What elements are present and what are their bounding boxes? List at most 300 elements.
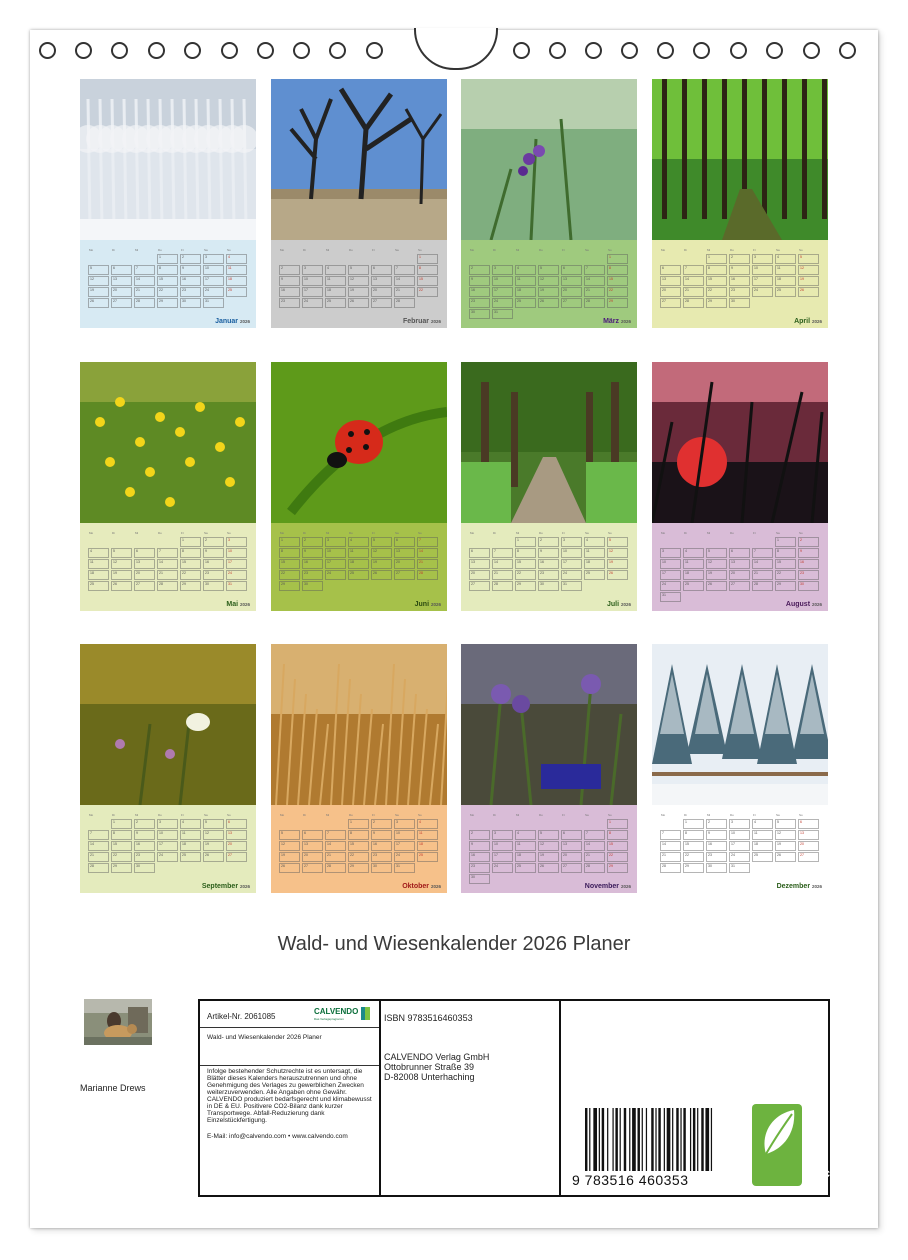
day-cell: 23: [798, 570, 819, 580]
day-cell: 25: [683, 581, 704, 591]
day-cell: 28: [584, 863, 605, 873]
day-cell: 12: [348, 276, 369, 286]
binding-ring: [221, 42, 238, 59]
weekday-label: Mi: [326, 531, 330, 535]
ladybug-on-leaf-photo: [271, 362, 447, 523]
day-cell: 2: [279, 265, 300, 275]
weekday-label: Do: [349, 531, 353, 535]
day-cell: 12: [88, 276, 109, 286]
month-tile: [271, 79, 447, 328]
day-cell: 27: [111, 298, 132, 308]
day-cell: 8: [515, 548, 536, 558]
weekday-label: Mo: [661, 813, 666, 817]
day-cell: 25: [584, 570, 605, 580]
day-cell: 29: [607, 863, 628, 873]
day-cell: 22: [417, 287, 438, 297]
day-cell: 18: [88, 570, 109, 580]
day-cell: 3: [394, 819, 415, 829]
day-cell: 14: [157, 559, 178, 569]
legal-notice: Infolge bestehender Schutzrechte ist es untersagt, die Blätter dieses Kalenders herauszutrennen und ohne Genehmigung des Verlages zu gewerblichen Zwecken weiterzuverwenden. Alle Angaben ohne Gewähr. CALVENDO produziert bedarfsgerecht und klimabewusst in DE & EU. Positivere CO2-Bilanz dank kurzer Transportwege. Abfall-Reduzierung dank Einzelstückfertigung.: [207, 1068, 372, 1124]
day-cell: 18: [752, 841, 773, 851]
day-cell: 29: [706, 298, 727, 308]
day-cell: 27: [371, 298, 392, 308]
day-cell: 18: [515, 852, 536, 862]
publisher-city: D-82008 Unterhaching: [384, 1072, 475, 1082]
weekday-label: Fr: [372, 248, 375, 252]
day-cell: 24: [226, 570, 247, 580]
day-cell: 29: [607, 298, 628, 308]
day-cell: 13: [111, 276, 132, 286]
day-cell: 12: [371, 548, 392, 558]
day-cell: 21: [660, 852, 681, 862]
day-cell: 1: [683, 819, 704, 829]
day-cell: 9: [729, 265, 750, 275]
yellow-buttercup-meadow-photo: [80, 362, 256, 523]
day-cell: 9: [134, 830, 155, 840]
month-tile: [652, 644, 828, 893]
day-cell: 27: [561, 863, 582, 873]
weekday-label: So: [608, 813, 612, 817]
day-cell: 11: [775, 265, 796, 275]
day-cell: 24: [325, 570, 346, 580]
day-cell: 10: [752, 265, 773, 275]
day-cell: 13: [798, 830, 819, 840]
day-cell: 30: [203, 581, 224, 591]
day-cell: 9: [706, 830, 727, 840]
day-cell: 16: [203, 559, 224, 569]
day-cell: 30: [469, 874, 490, 884]
day-cell: 5: [706, 548, 727, 558]
day-cell: 22: [706, 287, 727, 297]
day-cell: 27: [561, 298, 582, 308]
day-cell: 29: [111, 863, 132, 873]
month-tile: [652, 362, 828, 611]
day-cell: 8: [157, 265, 178, 275]
day-cell: 18: [417, 841, 438, 851]
month-calendar-grid: [80, 805, 256, 893]
weekday-label: Fr: [181, 248, 184, 252]
weekday-label: Di: [684, 531, 687, 535]
day-cell: 9: [279, 276, 300, 286]
day-cell: 25: [348, 570, 369, 580]
day-cell: 15: [279, 559, 300, 569]
month-name: November 2026: [584, 883, 631, 890]
weekday-label: So: [608, 248, 612, 252]
day-cell: 5: [371, 537, 392, 547]
month-calendar-grid: [80, 240, 256, 328]
day-cell: 3: [157, 819, 178, 829]
day-cell: 1: [157, 254, 178, 264]
day-cell: 28: [683, 298, 704, 308]
day-cell: 11: [88, 559, 109, 569]
weekday-label: So: [418, 813, 422, 817]
month-calendar-grid: [271, 523, 447, 611]
day-cell: 5: [798, 254, 819, 264]
day-cell: 8: [775, 548, 796, 558]
day-cell: 14: [134, 276, 155, 286]
day-cell: 24: [492, 298, 513, 308]
day-cell: 23: [729, 287, 750, 297]
day-cell: 19: [88, 287, 109, 297]
day-cell: 17: [302, 287, 323, 297]
day-cell: 23: [469, 298, 490, 308]
day-cell: 20: [561, 287, 582, 297]
day-cell: 11: [515, 276, 536, 286]
weekday-label: Sa: [776, 248, 780, 252]
day-cell: 4: [180, 819, 201, 829]
day-cell: 28: [492, 581, 513, 591]
day-cell: 25: [325, 298, 346, 308]
day-cell: 10: [729, 830, 750, 840]
weekday-label: Fr: [753, 531, 756, 535]
binding-ring: [329, 42, 346, 59]
day-cell: 17: [226, 559, 247, 569]
day-cell: 19: [371, 559, 392, 569]
weekday-label: Sa: [585, 531, 589, 535]
day-cell: 26: [88, 298, 109, 308]
day-cell: 26: [607, 570, 628, 580]
month-tile: [271, 362, 447, 611]
day-cell: 6: [798, 819, 819, 829]
day-cell: 10: [394, 830, 415, 840]
day-cell: 1: [607, 819, 628, 829]
weekday-label: So: [799, 248, 803, 252]
day-cell: 29: [157, 298, 178, 308]
weekday-label: Di: [303, 248, 306, 252]
day-cell: 17: [394, 841, 415, 851]
weekday-label: Fr: [753, 813, 756, 817]
day-cell: 22: [279, 570, 300, 580]
day-cell: 4: [584, 537, 605, 547]
day-cell: 24: [157, 852, 178, 862]
binding-ring: [39, 42, 56, 59]
weekday-label: Do: [730, 813, 734, 817]
day-cell: 6: [469, 548, 490, 558]
day-cell: 29: [279, 581, 300, 591]
binding-ring: [730, 42, 747, 59]
month-tile: [461, 644, 637, 893]
day-cell: 15: [180, 559, 201, 569]
day-cell: 20: [226, 841, 247, 851]
month-tile: [80, 362, 256, 611]
butterfly-on-wildflower-photo: [80, 644, 256, 805]
publisher-street: Ottobrunner Straße 39: [384, 1062, 475, 1072]
day-cell: 28: [752, 581, 773, 591]
day-cell: 28: [660, 863, 681, 873]
weekday-label: So: [799, 813, 803, 817]
day-cell: 7: [325, 830, 346, 840]
day-cell: 9: [469, 841, 490, 851]
day-cell: 11: [226, 265, 247, 275]
day-cell: 31: [394, 863, 415, 873]
month-name: April 2026: [794, 318, 822, 325]
day-cell: 4: [752, 819, 773, 829]
day-cell: 2: [180, 254, 201, 264]
day-cell: 24: [394, 852, 415, 862]
day-cell: 6: [729, 548, 750, 558]
month-tile: [80, 644, 256, 893]
day-cell: 2: [706, 819, 727, 829]
month-name: Oktober 2026: [402, 883, 441, 890]
day-cell: 1: [279, 537, 300, 547]
day-cell: 30: [180, 298, 201, 308]
day-cell: 17: [660, 570, 681, 580]
weekday-label: Mo: [280, 531, 285, 535]
eco-leaf-icon: eco: [752, 1104, 802, 1186]
day-cell: 21: [88, 852, 109, 862]
binding-ring: [148, 42, 165, 59]
weekday-label: Do: [349, 248, 353, 252]
day-cell: 19: [538, 852, 559, 862]
day-cell: 17: [492, 852, 513, 862]
day-cell: 7: [584, 830, 605, 840]
day-cell: 7: [157, 548, 178, 558]
day-cell: 18: [180, 841, 201, 851]
day-cell: 12: [775, 830, 796, 840]
weekday-label: Fr: [181, 813, 184, 817]
day-cell: 14: [394, 276, 415, 286]
binding-ring: [803, 42, 820, 59]
day-cell: 30: [469, 309, 490, 319]
day-cell: 28: [157, 581, 178, 591]
weekday-label: Do: [730, 248, 734, 252]
day-cell: 7: [417, 537, 438, 547]
day-cell: 1: [515, 537, 536, 547]
author-name: Marianne Drews: [80, 1083, 146, 1093]
day-cell: 29: [180, 581, 201, 591]
day-cell: 24: [492, 863, 513, 873]
day-cell: 24: [203, 287, 224, 297]
day-cell: 24: [729, 852, 750, 862]
day-cell: 15: [348, 841, 369, 851]
weekday-label: Fr: [372, 531, 375, 535]
day-cell: 13: [660, 276, 681, 286]
day-cell: 14: [584, 276, 605, 286]
day-cell: 1: [775, 537, 796, 547]
publisher-info-box: [198, 999, 830, 1197]
day-cell: 21: [584, 852, 605, 862]
day-cell: 2: [469, 265, 490, 275]
day-cell: 8: [683, 830, 704, 840]
day-cell: 13: [729, 559, 750, 569]
weekday-label: Di: [684, 248, 687, 252]
day-cell: 2: [371, 819, 392, 829]
day-cell: 11: [752, 830, 773, 840]
day-cell: 30: [302, 581, 323, 591]
day-cell: 11: [515, 841, 536, 851]
day-cell: 17: [729, 841, 750, 851]
weekday-label: So: [418, 531, 422, 535]
day-cell: 16: [469, 852, 490, 862]
day-cell: 16: [706, 841, 727, 851]
calvendo-logo: CALVENDO Das Verlagsprogramm: [314, 1007, 374, 1023]
weekday-label: Fr: [562, 531, 565, 535]
snowy-fir-trees-photo: [652, 644, 828, 805]
weekday-label: Sa: [585, 813, 589, 817]
day-cell: 21: [157, 570, 178, 580]
day-cell: 16: [134, 841, 155, 851]
day-cell: 28: [394, 298, 415, 308]
day-cell: 24: [561, 570, 582, 580]
day-cell: 31: [492, 309, 513, 319]
day-cell: 31: [203, 298, 224, 308]
day-cell: 31: [729, 863, 750, 873]
weekday-label: Sa: [776, 813, 780, 817]
day-cell: 24: [752, 287, 773, 297]
weekday-label: So: [227, 531, 231, 535]
day-cell: 10: [492, 841, 513, 851]
day-cell: 14: [417, 548, 438, 558]
weekday-label: Di: [493, 531, 496, 535]
weekday-label: Do: [349, 813, 353, 817]
day-cell: 11: [417, 830, 438, 840]
day-cell: 8: [607, 830, 628, 840]
day-cell: 21: [417, 559, 438, 569]
day-cell: 22: [607, 287, 628, 297]
day-cell: 30: [706, 863, 727, 873]
binding-ring: [366, 42, 383, 59]
day-cell: 14: [325, 841, 346, 851]
day-cell: 18: [325, 287, 346, 297]
binding-ring: [257, 42, 274, 59]
day-cell: 6: [561, 265, 582, 275]
day-cell: 5: [279, 830, 300, 840]
day-cell: 19: [775, 841, 796, 851]
day-cell: 2: [203, 537, 224, 547]
binding-ring: [111, 42, 128, 59]
day-cell: 9: [469, 276, 490, 286]
day-cell: 14: [88, 841, 109, 851]
publisher-name: CALVENDO Verlag GmbH: [384, 1052, 490, 1062]
day-cell: 19: [111, 570, 132, 580]
day-cell: 23: [706, 852, 727, 862]
day-cell: 30: [371, 863, 392, 873]
day-cell: 31: [561, 581, 582, 591]
day-cell: 15: [515, 559, 536, 569]
day-cell: 20: [469, 570, 490, 580]
weekday-label: Di: [303, 531, 306, 535]
weekday-label: Di: [493, 248, 496, 252]
weekday-label: Mo: [661, 531, 666, 535]
day-cell: 19: [607, 559, 628, 569]
day-cell: 8: [607, 265, 628, 275]
day-cell: 3: [492, 830, 513, 840]
weekday-label: Mi: [326, 813, 330, 817]
day-cell: 25: [775, 287, 796, 297]
weekday-label: Sa: [204, 531, 208, 535]
weekday-label: Mo: [89, 531, 94, 535]
day-cell: 14: [660, 841, 681, 851]
weekday-label: Sa: [395, 813, 399, 817]
day-cell: 5: [348, 265, 369, 275]
day-cell: 5: [607, 537, 628, 547]
day-cell: 27: [134, 581, 155, 591]
day-cell: 28: [584, 298, 605, 308]
binding-ring: [657, 42, 674, 59]
day-cell: 25: [88, 581, 109, 591]
golden-grass-stalks-photo: [271, 644, 447, 805]
day-cell: 25: [180, 852, 201, 862]
weekday-label: So: [418, 248, 422, 252]
month-calendar-grid: [652, 805, 828, 893]
day-cell: 26: [111, 581, 132, 591]
day-cell: 11: [348, 548, 369, 558]
day-cell: 12: [111, 559, 132, 569]
day-cell: 23: [279, 298, 300, 308]
day-cell: 21: [325, 852, 346, 862]
day-cell: 26: [371, 570, 392, 580]
day-cell: 26: [538, 863, 559, 873]
day-cell: 7: [492, 548, 513, 558]
day-cell: 23: [538, 570, 559, 580]
day-cell: 19: [348, 287, 369, 297]
binding-ring: [585, 42, 602, 59]
day-cell: 23: [180, 287, 201, 297]
day-cell: 12: [279, 841, 300, 851]
weekday-label: Mi: [135, 248, 139, 252]
day-cell: 13: [394, 548, 415, 558]
day-cell: 25: [515, 863, 536, 873]
day-cell: 25: [417, 852, 438, 862]
day-cell: 27: [302, 863, 323, 873]
day-cell: 8: [348, 830, 369, 840]
purple-vetch-flowers-photo: [461, 79, 637, 240]
day-cell: 9: [371, 830, 392, 840]
day-cell: 10: [302, 276, 323, 286]
day-cell: 18: [584, 559, 605, 569]
day-cell: 16: [729, 276, 750, 286]
day-cell: 30: [729, 298, 750, 308]
day-cell: 28: [417, 570, 438, 580]
weekday-label: Do: [158, 813, 162, 817]
day-cell: 23: [302, 570, 323, 580]
day-cell: 23: [134, 852, 155, 862]
day-cell: 10: [157, 830, 178, 840]
day-cell: 17: [492, 287, 513, 297]
product-title: Wald- und Wiesenkalender 2026 Planer: [207, 1034, 322, 1041]
day-cell: 29: [683, 863, 704, 873]
binding-ring: [766, 42, 783, 59]
day-cell: 4: [515, 830, 536, 840]
day-cell: 12: [538, 276, 559, 286]
divider: [200, 1065, 379, 1066]
month-name: Dezember 2026: [776, 883, 822, 890]
day-cell: 22: [157, 287, 178, 297]
day-cell: 22: [348, 852, 369, 862]
day-cell: 31: [226, 581, 247, 591]
isbn: ISBN 9783516460353: [384, 1013, 473, 1023]
day-cell: 3: [302, 265, 323, 275]
binding-ring: [839, 42, 856, 59]
month-name: Februar 2026: [402, 318, 441, 325]
weekday-label: Do: [158, 531, 162, 535]
binding-ring: [513, 42, 530, 59]
day-cell: 26: [348, 298, 369, 308]
weekday-label: Mo: [280, 813, 285, 817]
month-name: September 2026: [201, 883, 250, 890]
month-name: März 2026: [603, 318, 631, 325]
weekday-label: So: [799, 531, 803, 535]
binding-ring: [184, 42, 201, 59]
day-cell: 14: [752, 559, 773, 569]
day-cell: 19: [203, 841, 224, 851]
weekday-label: Do: [158, 248, 162, 252]
weekday-label: Sa: [204, 248, 208, 252]
weekday-label: Sa: [395, 248, 399, 252]
weekday-label: Mo: [89, 813, 94, 817]
month-calendar-grid: [271, 240, 447, 328]
day-cell: 28: [325, 863, 346, 873]
